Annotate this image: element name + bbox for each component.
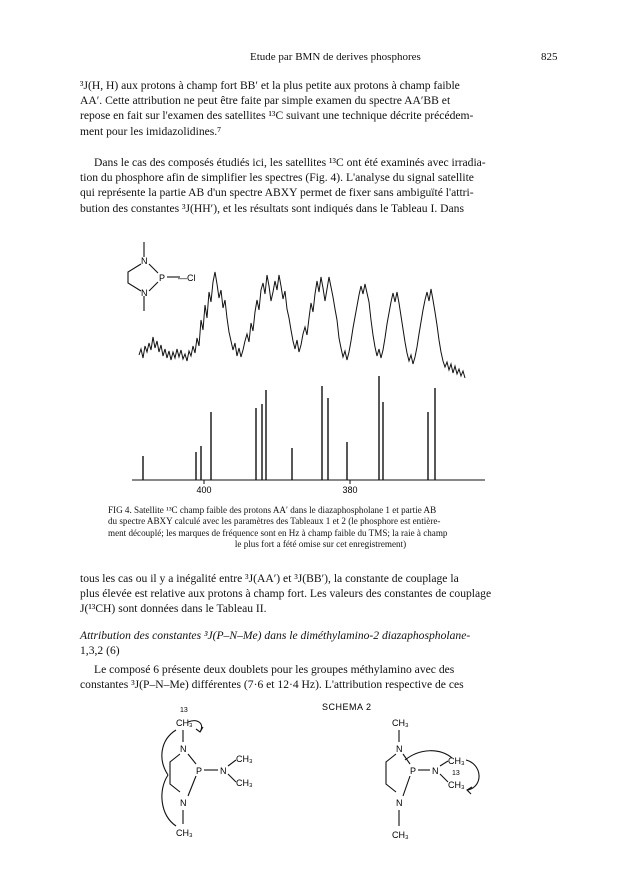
figure-caption bbox=[108, 505, 533, 551]
methyl-label: CH₃ bbox=[392, 718, 409, 728]
text-line: constantes ³J(P–N–Me) différentes (7·6 et 12·4 Hz). L'attribution respective de ces bbox=[80, 678, 464, 692]
figure-4 bbox=[0, 236, 624, 498]
structure-n-top: N bbox=[141, 256, 148, 266]
section-heading bbox=[80, 628, 560, 658]
text-line: ment pour les imidazolidines.⁷ bbox=[80, 124, 222, 138]
text-line: Dans le cas des composés étudiés ici, les satellites ¹³C ont été examinés avec irradia- bbox=[94, 156, 486, 169]
scheme-2 bbox=[0, 694, 624, 884]
section-title-line: 1,3,2 (6) bbox=[80, 644, 120, 658]
paragraph-5 bbox=[80, 662, 560, 692]
isotope-label: 13 bbox=[452, 770, 460, 777]
text-line: ³J(H, H) aux protons à champ fort BB′ et la plus petite aux protons à champ faible bbox=[80, 79, 460, 92]
methyl-label: CH₃ bbox=[176, 828, 193, 838]
structure-cl: —Cl bbox=[178, 273, 196, 283]
phosphorus-label: P bbox=[410, 766, 417, 776]
nitrogen-label: N bbox=[396, 798, 403, 808]
nitrogen-label: N bbox=[180, 744, 187, 754]
nitrogen-label: N bbox=[396, 744, 403, 754]
methyl-label: CH₃ bbox=[392, 830, 409, 840]
page-number: 825 bbox=[541, 51, 558, 63]
text-line: J(¹³CH) sont données dans le Tableau II. bbox=[80, 602, 267, 616]
isotope-label: 13 bbox=[180, 707, 188, 714]
tick-label-400: 400 bbox=[196, 485, 212, 495]
caption-line: FIG 4. Satellite ¹³C champ faible des protons AA′ dans le diazaphospholane 1 et partie AB bbox=[108, 505, 437, 515]
text-line: repose en fait sur l'examen des satellites ¹³C suivant une technique décrite précédem- bbox=[80, 109, 474, 123]
text-line: AA′. Cette attribution ne peut être faite par simple examen du spectre AA′BB et bbox=[80, 94, 451, 108]
experimental-spectrum-trace bbox=[139, 272, 465, 378]
nitrogen-label: N bbox=[220, 766, 227, 776]
diazaphospholane-structure bbox=[128, 242, 180, 311]
scheme-left-structure bbox=[162, 707, 253, 838]
structure-n-bottom: N bbox=[141, 288, 148, 298]
tick-label-380: 380 bbox=[342, 485, 358, 495]
structure-p: P bbox=[159, 273, 166, 283]
caption-line: le plus fort a fété omise sur cet enregistrement) bbox=[234, 539, 407, 550]
methyl-label: CH₃ bbox=[236, 778, 253, 788]
nitrogen-label: N bbox=[432, 766, 439, 776]
paragraph-1 bbox=[80, 78, 560, 139]
nitrogen-label: N bbox=[180, 798, 187, 808]
caption-line: ment découplé; les marques de fréquence sont en Hz à champ faible du TMS; la raie à champ bbox=[108, 527, 448, 538]
phosphorus-label: P bbox=[196, 766, 203, 776]
text-line: Le composé 6 présente deux doublets pour les groupes méthylamino avec des bbox=[94, 663, 455, 676]
paragraph-2 bbox=[80, 155, 560, 216]
methyl-label: CH₃ bbox=[448, 756, 465, 766]
text-line: tion du phosphore afin de simplifier les spectres (Fig. 4). L'analyse du signal satellite bbox=[80, 171, 474, 185]
paragraph-3 bbox=[80, 571, 560, 617]
section-title-line: Attribution des constantes ³J(P–N–Me) dans le diméthylamino-2 diazaphospholane- bbox=[80, 629, 471, 642]
running-title: Etude par BMN de derives phosphores bbox=[250, 51, 421, 63]
caption-line: du spectre ABXY calculé avec les paramètres des Tableaux 1 et 2 (le phosphore est entière- bbox=[108, 516, 441, 527]
text-line: plus élevée est relative aux protons à champ fort. Les valeurs des constantes de couplage bbox=[80, 587, 492, 601]
methyl-label: CH₃ bbox=[236, 754, 253, 764]
methyl-label: CH₃ bbox=[176, 718, 193, 728]
methyl-label: CH₃ bbox=[448, 780, 465, 790]
stick-spectrum bbox=[143, 376, 435, 480]
scheme-title: SCHEMA 2 bbox=[322, 702, 372, 712]
scheme-right-structure bbox=[386, 718, 479, 840]
text-line: tous les cas ou il y a inégalité entre ³J(AA′) et ³J(BB′), la constante de couplage la bbox=[80, 572, 459, 585]
text-line: qui représente la partie AB d'un spectre ABXY permet de fixer sans ambiguïté l'attri- bbox=[80, 186, 474, 200]
text-line: bution des constantes ³J(HH′), et les résultats sont indiqués dans le Tableau I. Dans bbox=[80, 201, 464, 215]
